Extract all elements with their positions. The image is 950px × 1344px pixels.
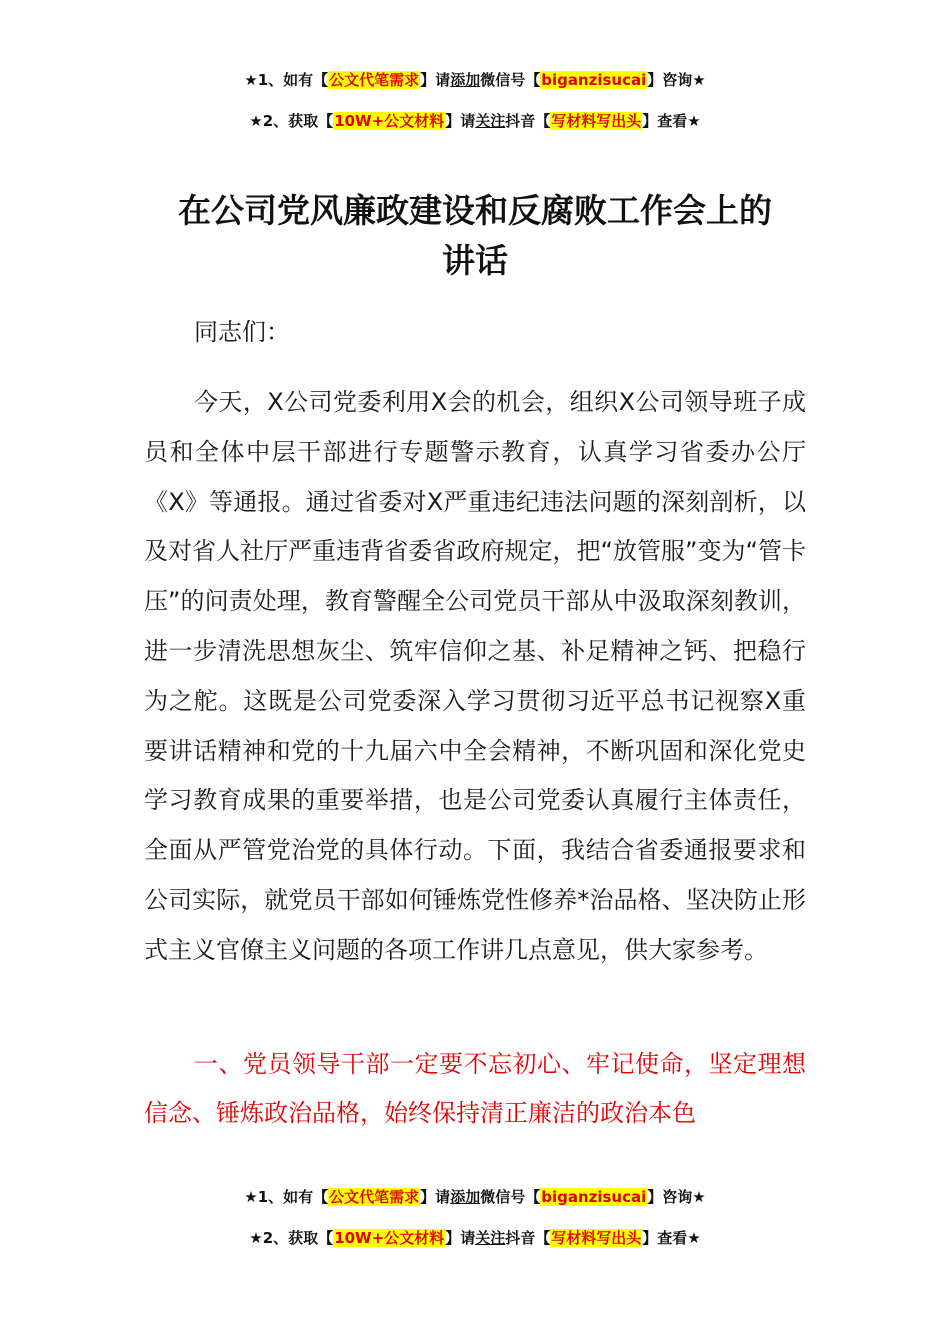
- banner-underline: 关注: [475, 1229, 506, 1247]
- banner-wechat-id: biganzisucai: [541, 71, 647, 89]
- banner-text: 】查看★: [642, 112, 701, 130]
- banner-highlight: 公文代笔需求: [329, 1188, 420, 1206]
- bottom-banner: [0, 1186, 950, 1249]
- banner-text: ★2、获取【: [249, 1229, 334, 1247]
- banner-text: 】请: [445, 1229, 476, 1247]
- banner-line-1: [0, 1186, 950, 1208]
- banner-line-1: [0, 69, 950, 91]
- banner-douyin-id: 写材料写出头: [551, 112, 642, 130]
- banner-underline: 关注: [475, 112, 506, 130]
- banner-underline: 添加: [450, 71, 481, 89]
- banner-text: 微信号【: [480, 71, 541, 89]
- banner-highlight: 10W+公文材料: [334, 112, 445, 130]
- banner-text: 抖音【: [505, 1229, 551, 1247]
- banner-text: 】咨询★: [647, 1188, 706, 1206]
- banner-text: ★1、如有【: [244, 1188, 329, 1206]
- banner-text: 】请: [420, 1188, 451, 1206]
- greeting: 同志们：: [194, 318, 290, 346]
- title-line-2: 讲话: [442, 241, 508, 280]
- banner-text: 抖音【: [505, 112, 551, 130]
- banner-text: 微信号【: [480, 1188, 541, 1206]
- banner-text: ★2、获取【: [249, 112, 334, 130]
- banner-text: 】咨询★: [647, 71, 706, 89]
- banner-text: 】请: [420, 71, 451, 89]
- banner-text: 】请: [445, 112, 476, 130]
- banner-highlight: 公文代笔需求: [329, 71, 420, 89]
- section-heading: 一、党员领导干部一定要不忘初心、牢记使命，坚定理想信念、锤炼政治品格，始终保持清正廉洁的政治本色: [144, 1050, 806, 1127]
- top-banner: [0, 69, 950, 132]
- banner-text: ★1、如有【: [244, 71, 329, 89]
- document-title: [0, 186, 950, 286]
- banner-line-2: [0, 1227, 950, 1249]
- banner-douyin-id: 写材料写出头: [551, 1229, 642, 1247]
- banner-underline: 添加: [450, 1188, 481, 1206]
- banner-line-2: [0, 110, 950, 132]
- banner-text: 】查看★: [642, 1229, 701, 1247]
- banner-highlight: 10W+公文材料: [334, 1229, 445, 1247]
- title-line-1: 在公司党风廉政建设和反腐败工作会上的: [178, 191, 772, 230]
- banner-wechat-id: biganzisucai: [541, 1188, 647, 1206]
- body-paragraph: 今天，X公司党委利用X会的机会，组织X公司领导班子成员和全体中层干部进行专题警示教育，认真学习省委办公厅《X》等通报。通过省委对X严重违纪违法问题的深刻剖析，以及对省人社厅严重违背省委省政府规定，把“放管服”变为“管卡压”的问责处理，教育警醒全公司党员干部从中汲取深刻教训，进一步清洗思想灰尘、筑牢信仰之基、补足精神之钙、把稳行为之舵。这既是公司党委深入学习贯彻习近平总书记视察X重要讲话精神和党的十九届六中全会精神，不断巩固和深化党史学习教育成果的重要举措，也是公司党委认真履行主体责任，全面从严管党治党的具体行动。下面，我结合省委通报要求和公司实际，就党员干部如何锤炼党性修养*治品格、坚决防止形式主义官僚主义问题的各项工作讲几点意见，供大家参考。: [144, 388, 806, 964]
